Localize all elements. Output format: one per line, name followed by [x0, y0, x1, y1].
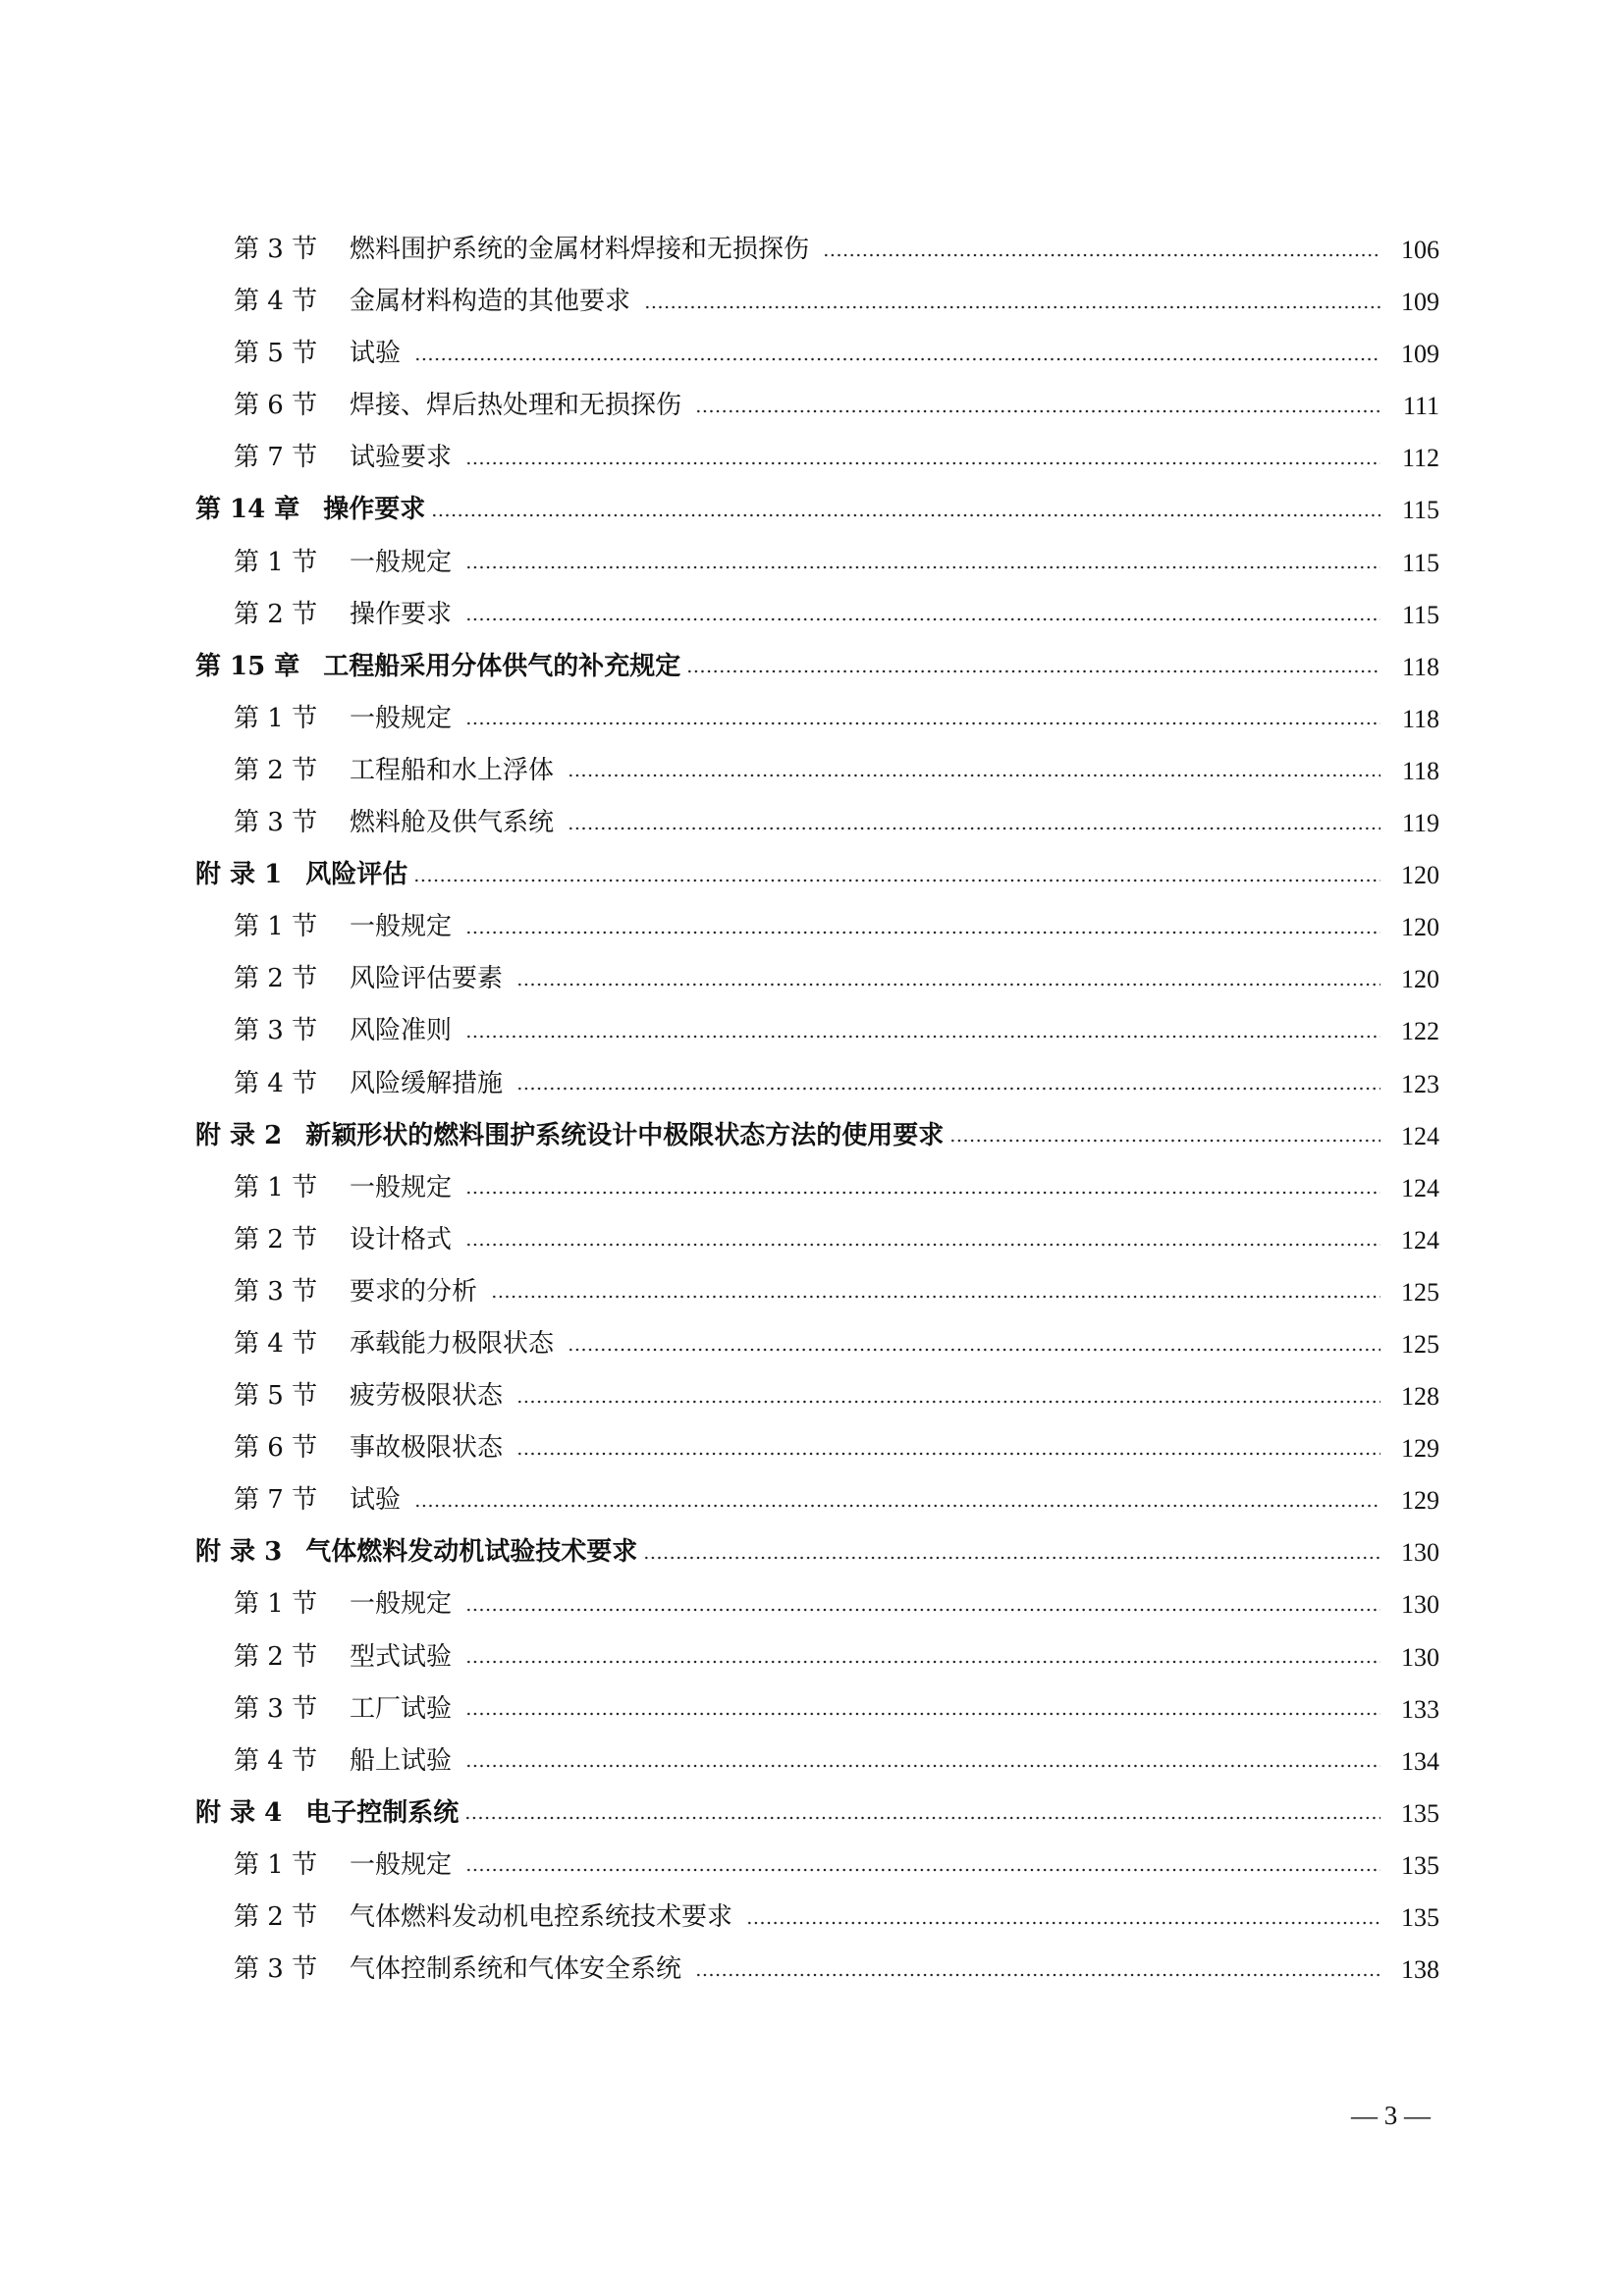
- toc-section-entry: [0, 693, 1624, 745]
- entry-number: 第 1 节: [234, 1172, 318, 1202]
- entry-page-number: 130: [1401, 1642, 1439, 1672]
- entry-number: 第 2 节: [234, 755, 318, 785]
- toc-section-entry: [0, 1683, 1624, 1735]
- dot-leader: [516, 1087, 1380, 1091]
- entry-title: 设计格式: [350, 1224, 453, 1255]
- toc-entry-line: [234, 901, 1439, 953]
- toc-entry-line: [234, 1840, 1439, 1892]
- dot-leader: [465, 1191, 1380, 1195]
- entry-title: 风险准则: [350, 1016, 453, 1046]
- toc-entry-line: [234, 797, 1439, 849]
- entry-page-number: 133: [1401, 1694, 1439, 1724]
- entry-page-number: 134: [1401, 1746, 1439, 1776]
- entry-number: 第 3 节: [234, 1954, 318, 1985]
- toc-entry-line: [195, 849, 1439, 901]
- toc-chapter-entry: [0, 484, 1624, 536]
- entry-page-number: 125: [1401, 1277, 1439, 1307]
- dot-leader: [465, 617, 1380, 621]
- entry-number: 第 7 节: [234, 1485, 318, 1516]
- toc-chapter-entry: [0, 641, 1624, 693]
- entry-title: 燃料舱及供气系统: [350, 808, 555, 838]
- entry-page-number: 118: [1401, 756, 1439, 785]
- toc-section-entry: [0, 1840, 1624, 1892]
- entry-title: 风险评估: [305, 860, 408, 890]
- entry-title: 一般规定: [350, 547, 453, 577]
- entry-number: 第 4 节: [234, 287, 318, 317]
- toc-entry-line: [195, 484, 1439, 536]
- entry-title: 试验要求: [350, 443, 453, 473]
- toc-entry-line: [234, 1578, 1439, 1630]
- dot-leader: [465, 1712, 1380, 1716]
- entry-number: 第 3 节: [234, 1276, 318, 1307]
- toc-entry-line: [234, 380, 1439, 432]
- dot-leader: [465, 565, 1380, 569]
- entry-page-number: 115: [1401, 548, 1439, 577]
- entry-number: 附 录 4: [195, 1797, 283, 1828]
- entry-page-number: 125: [1401, 1329, 1439, 1359]
- dot-leader: [516, 1400, 1380, 1404]
- entry-page-number: 120: [1401, 965, 1439, 994]
- page-number: — 3 —: [1351, 2101, 1431, 2130]
- entry-number: 附 录 2: [195, 1120, 283, 1150]
- dot-leader: [465, 1868, 1380, 1872]
- toc-entry-line: [234, 537, 1439, 589]
- toc-entry-line: [234, 953, 1439, 1005]
- entry-title: 工程船和水上浮体: [350, 755, 555, 785]
- dot-leader: [823, 253, 1380, 257]
- entry-title: 操作要求: [323, 495, 426, 525]
- toc-chapter-entry: [0, 849, 1624, 901]
- toc-entry-line: [234, 1683, 1439, 1735]
- dot-leader: [695, 409, 1380, 413]
- entry-page-number: 130: [1401, 1590, 1439, 1620]
- toc-section-entry: [0, 1422, 1624, 1474]
- entry-title: 一般规定: [350, 912, 453, 942]
- entry-number: 附 录 3: [195, 1537, 283, 1568]
- table-of-contents: [0, 224, 1624, 1996]
- dot-leader: [465, 1243, 1380, 1247]
- entry-number: 第 2 节: [234, 964, 318, 994]
- toc-section-entry: [0, 1735, 1624, 1788]
- toc-section-entry: [0, 901, 1624, 953]
- entry-title: 操作要求: [350, 599, 453, 629]
- entry-page-number: 124: [1401, 1173, 1439, 1202]
- dot-leader: [465, 1764, 1380, 1768]
- entry-number: 第 1 节: [234, 1589, 318, 1620]
- entry-page-number: 119: [1401, 809, 1439, 838]
- toc-entry-line: [234, 1735, 1439, 1788]
- entry-number: 第 6 节: [234, 1433, 318, 1464]
- entry-title: 型式试验: [350, 1641, 453, 1672]
- toc-section-entry: [0, 1318, 1624, 1370]
- entry-title: 事故极限状态: [350, 1433, 504, 1464]
- entry-page-number: 109: [1401, 288, 1439, 317]
- toc-entry-line: [234, 1318, 1439, 1370]
- toc-section-entry: [0, 1944, 1624, 1996]
- entry-page-number: 135: [1401, 1903, 1439, 1932]
- entry-title: 疲劳极限状态: [350, 1381, 504, 1412]
- toc-entry-line: [234, 1214, 1439, 1266]
- dot-leader: [465, 1035, 1380, 1039]
- dot-leader: [516, 1452, 1380, 1456]
- toc-entry-line: [234, 1162, 1439, 1214]
- toc-entry-line: [195, 1526, 1439, 1578]
- entry-page-number: 109: [1401, 340, 1439, 369]
- toc-section-entry: [0, 1058, 1624, 1110]
- toc-section-entry: [0, 1005, 1624, 1057]
- entry-number: 第 2 节: [234, 1902, 318, 1932]
- toc-section-entry: [0, 328, 1624, 380]
- entry-number: 第 2 节: [234, 1641, 318, 1672]
- toc-entry-line: [195, 641, 1439, 693]
- entry-page-number: 122: [1401, 1017, 1439, 1046]
- toc-section-entry: [0, 276, 1624, 328]
- entry-page-number: 124: [1401, 1225, 1439, 1255]
- entry-number: 第 1 节: [234, 912, 318, 942]
- dot-leader: [643, 1556, 1380, 1560]
- dot-leader: [414, 357, 1380, 361]
- entry-page-number: 135: [1401, 1850, 1439, 1880]
- toc-section-entry: [0, 1474, 1624, 1526]
- entry-number: 第 2 节: [234, 599, 318, 629]
- dot-leader: [465, 461, 1380, 465]
- entry-number: 第 1 节: [234, 1849, 318, 1880]
- toc-entry-line: [234, 693, 1439, 745]
- toc-entry-line: [234, 1422, 1439, 1474]
- entry-title: 要求的分析: [350, 1276, 478, 1307]
- dot-leader: [949, 1139, 1380, 1143]
- entry-title: 燃料围护系统的金属材料焊接和无损探伤: [350, 235, 810, 264]
- entry-number: 第 14 章: [195, 495, 300, 525]
- toc-section-entry: [0, 1214, 1624, 1266]
- dot-leader: [568, 1348, 1380, 1352]
- toc-section-entry: [0, 1370, 1624, 1422]
- entry-title: 风险评估要素: [350, 964, 504, 994]
- entry-number: 第 5 节: [234, 1381, 318, 1412]
- dot-leader: [746, 1921, 1380, 1925]
- entry-page-number: 128: [1401, 1382, 1439, 1412]
- entry-number: 第 1 节: [234, 703, 318, 733]
- toc-section-entry: [0, 797, 1624, 849]
- toc-entry-line: [195, 1110, 1439, 1162]
- toc-entry-line: [234, 1944, 1439, 1996]
- toc-section-entry: [0, 432, 1624, 484]
- entry-number: 第 6 节: [234, 391, 318, 421]
- entry-page-number: 138: [1401, 1955, 1439, 1985]
- entry-number: 第 3 节: [234, 235, 318, 264]
- dot-leader: [644, 305, 1380, 309]
- entry-page-number: 135: [1401, 1798, 1439, 1828]
- entry-number: 第 3 节: [234, 1016, 318, 1046]
- dot-leader: [568, 774, 1380, 777]
- toc-section-entry: [0, 537, 1624, 589]
- dot-leader: [431, 513, 1380, 517]
- dot-leader: [516, 983, 1380, 987]
- toc-entry-line: [234, 328, 1439, 380]
- dot-leader: [465, 1608, 1380, 1612]
- entry-title: 气体燃料发动机试验技术要求: [305, 1537, 638, 1568]
- toc-section-entry: [0, 1162, 1624, 1214]
- toc-entry-line: [234, 1474, 1439, 1526]
- toc-entry-line: [234, 745, 1439, 797]
- entry-title: 一般规定: [350, 1589, 453, 1620]
- entry-title: 工程船采用分体供气的补充规定: [323, 651, 681, 681]
- dot-leader: [568, 827, 1380, 830]
- entry-number: 第 3 节: [234, 808, 318, 838]
- dot-leader: [491, 1295, 1380, 1299]
- entry-number: 第 4 节: [234, 1745, 318, 1776]
- entry-number: 第 4 节: [234, 1328, 318, 1359]
- entry-number: 第 2 节: [234, 1224, 318, 1255]
- entry-number: 第 3 节: [234, 1693, 318, 1724]
- entry-page-number: 130: [1401, 1538, 1439, 1568]
- entry-page-number: 120: [1401, 913, 1439, 942]
- toc-section-entry: [0, 745, 1624, 797]
- entry-page-number: 106: [1401, 236, 1439, 264]
- toc-chapter-entry: [0, 1788, 1624, 1840]
- entry-number: 第 7 节: [234, 443, 318, 473]
- entry-title: 承载能力极限状态: [350, 1328, 555, 1359]
- entry-page-number: 118: [1401, 704, 1439, 733]
- toc-entry-line: [234, 589, 1439, 641]
- entry-number: 第 1 节: [234, 547, 318, 577]
- toc-section-entry: [0, 589, 1624, 641]
- entry-title: 气体燃料发动机电控系统技术要求: [350, 1902, 733, 1932]
- entry-title: 风险缓解措施: [350, 1068, 504, 1098]
- entry-page-number: 120: [1401, 861, 1439, 890]
- entry-title: 金属材料构造的其他要求: [350, 287, 631, 317]
- dot-leader: [686, 669, 1380, 673]
- toc-entry-line: [234, 432, 1439, 484]
- dot-leader: [413, 879, 1380, 882]
- entry-title: 焊接、焊后热处理和无损探伤: [350, 391, 682, 421]
- entry-title: 试验: [350, 1485, 402, 1516]
- entry-title: 气体控制系统和气体安全系统: [350, 1954, 682, 1985]
- entry-title: 新颖形状的燃料围护系统设计中极限状态方法的使用要求: [305, 1120, 945, 1150]
- toc-chapter-entry: [0, 1110, 1624, 1162]
- toc-section-entry: [0, 380, 1624, 432]
- entry-page-number: 118: [1401, 652, 1439, 681]
- dot-leader: [695, 1973, 1380, 1977]
- entry-page-number: 115: [1401, 496, 1439, 525]
- dot-leader: [465, 721, 1380, 725]
- entry-number: 第 15 章: [195, 651, 300, 681]
- dot-leader: [414, 1504, 1380, 1508]
- entry-number: 第 4 节: [234, 1068, 318, 1098]
- toc-section-entry: [0, 953, 1624, 1005]
- toc-entry-line: [234, 1005, 1439, 1057]
- dot-leader: [464, 1816, 1380, 1820]
- entry-title: 电子控制系统: [305, 1797, 460, 1828]
- entry-page-number: 115: [1401, 600, 1439, 629]
- toc-entry-line: [234, 1058, 1439, 1110]
- toc-entry-line: [234, 1370, 1439, 1422]
- entry-page-number: 129: [1401, 1434, 1439, 1464]
- toc-section-entry: [0, 1266, 1624, 1318]
- toc-section-entry: [0, 1631, 1624, 1683]
- entry-title: 试验: [350, 339, 402, 369]
- dot-leader: [465, 931, 1380, 934]
- toc-entry-line: [234, 1631, 1439, 1683]
- entry-title: 工厂试验: [350, 1693, 453, 1724]
- entry-title: 船上试验: [350, 1745, 453, 1776]
- toc-entry-line: [234, 1892, 1439, 1944]
- toc-chapter-entry: [0, 1526, 1624, 1578]
- entry-page-number: 129: [1401, 1486, 1439, 1516]
- toc-section-entry: [0, 224, 1624, 276]
- entry-page-number: 123: [1401, 1069, 1439, 1098]
- toc-entry-line: [234, 1266, 1439, 1318]
- toc-section-entry: [0, 1578, 1624, 1630]
- dot-leader: [465, 1660, 1380, 1664]
- toc-entry-line: [195, 1788, 1439, 1840]
- entry-page-number: 124: [1401, 1121, 1439, 1150]
- entry-title: 一般规定: [350, 703, 453, 733]
- entry-page-number: 111: [1402, 392, 1439, 421]
- entry-number: 附 录 1: [195, 860, 283, 890]
- entry-page-number: 112: [1401, 444, 1439, 473]
- entry-title: 一般规定: [350, 1849, 453, 1880]
- toc-section-entry: [0, 1892, 1624, 1944]
- toc-entry-line: [234, 224, 1439, 276]
- entry-title: 一般规定: [350, 1172, 453, 1202]
- toc-entry-line: [234, 276, 1439, 328]
- entry-number: 第 5 节: [234, 339, 318, 369]
